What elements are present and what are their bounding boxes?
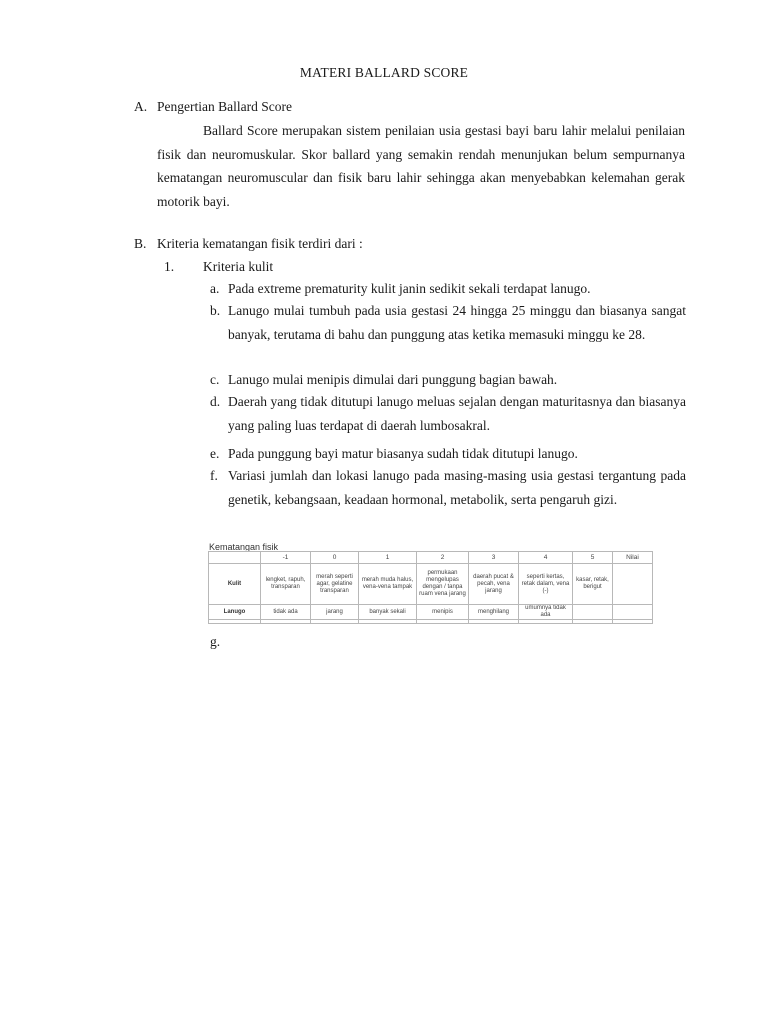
table-cell: merah muda halus, vena-vena tampak [359, 564, 417, 605]
table-cell [209, 620, 261, 624]
list-item-label: a. [210, 281, 220, 296]
section-b-title: Kriteria kematangan fisik terdiri dari : [157, 236, 363, 251]
list-item-label: f. [210, 468, 218, 483]
table-cell [613, 605, 653, 620]
table-header: 0 [311, 552, 359, 564]
table-cell [573, 620, 613, 624]
section-a-title: Pengertian Ballard Score [157, 99, 292, 114]
list-item-text: Lanugo mulai tumbuh pada usia gestasi 24 hingga 25 minggu dan biasanya sangat banyak, terutama di bahu dan punggung atas ketika memasuki minggu ke 28. [228, 303, 686, 342]
table-cell: umumnya tidak ada [519, 605, 573, 620]
table-cell [573, 605, 613, 620]
list-item-f [210, 464, 686, 511]
item-number: 1. [164, 259, 175, 274]
table-cell [613, 564, 653, 605]
table-header: 4 [519, 552, 573, 564]
list-item-c [210, 368, 686, 392]
list-item-b [210, 299, 686, 346]
maturity-table-figure [208, 541, 652, 619]
list-item-a [210, 277, 686, 301]
list-item-label: d. [210, 394, 221, 409]
table-header: Nilai [613, 552, 653, 564]
table-header: 3 [469, 552, 519, 564]
table-row [209, 564, 653, 605]
table-cell: jarang [311, 605, 359, 620]
table-header: 2 [417, 552, 469, 564]
list-item-text: Variasi jumlah dan lokasi lanugo pada masing-masing usia gestasi tergantung pada genetik, kebangsaan, keadaan hormonal, metabolik, serta pengaruh gizi. [228, 468, 686, 507]
list-item-e [210, 442, 686, 466]
list-item-text: Pada extreme prematurity kulit janin sedikit sekali terdapat lanugo. [228, 281, 591, 296]
table-header-row [209, 552, 653, 564]
table-cell [519, 620, 573, 624]
table-cell: menghilang [469, 605, 519, 620]
table-cell: menipis [417, 605, 469, 620]
table-cell [359, 620, 417, 624]
section-b-letter: B. [134, 236, 147, 251]
list-item-label: e. [210, 446, 220, 461]
table-cell: permukaan mengelupas dengan / tanpa ruam vena jarang [417, 564, 469, 605]
section-a-paragraph: Ballard Score merupakan sistem penilaian usia gestasi bayi baru lahir melalui penilaian fisik dan neuromuskular. Skor ballard yang semakin rendah menunjukan belum sempurnanya kematangan neuromuscular dan fisik baru lahir sehingga akan menyebabkan kelemahan gerak motorik bayi. [157, 123, 685, 209]
table-cell [417, 620, 469, 624]
table-cell: daerah pucat & pecah, vena jarang [469, 564, 519, 605]
table-header: 1 [359, 552, 417, 564]
table-cell: merah seperti agar, gelatine transparan [311, 564, 359, 605]
list-item-label: b. [210, 303, 221, 318]
physical-maturity-table [208, 551, 653, 624]
table-header: -1 [261, 552, 311, 564]
list-item-d [210, 390, 686, 437]
table-cell: tidak ada [261, 605, 311, 620]
list-item-label: c. [210, 372, 220, 387]
item-label: Kriteria kulit [203, 259, 274, 274]
page-title: MATERI BALLARD SCORE [299, 65, 469, 80]
table-cell [261, 620, 311, 624]
row-header: Kulit [209, 564, 261, 605]
table-cell: banyak sekali [359, 605, 417, 620]
list-item-g-label: g. [210, 634, 221, 649]
table-cell [311, 620, 359, 624]
table-cell [469, 620, 519, 624]
table-header: 5 [573, 552, 613, 564]
table-header [209, 552, 261, 564]
list-item-text: Pada punggung bayi matur biasanya sudah tidak ditutupi lanugo. [228, 446, 578, 461]
table-cell [613, 620, 653, 624]
row-header: Lanugo [209, 605, 261, 620]
table-cell: lengket, rapuh, transparan [261, 564, 311, 605]
table-cell: seperti kertas, retak dalam, vena (-) [519, 564, 573, 605]
section-a-letter: A. [134, 99, 148, 114]
table-caption: Kematangan fisik [209, 542, 279, 552]
list-item-text: Daerah yang tidak ditutupi lanugo meluas sejalan dengan maturitasnya dan biasanya yang paling luas terdapat di daerah lumbosakral. [228, 394, 686, 433]
list-item-text: Lanugo mulai menipis dimulai dari punggung bagian bawah. [228, 372, 558, 387]
table-row [209, 605, 653, 620]
table-cell: kasar, retak, berigut [573, 564, 613, 605]
table-row-partial [209, 620, 653, 624]
